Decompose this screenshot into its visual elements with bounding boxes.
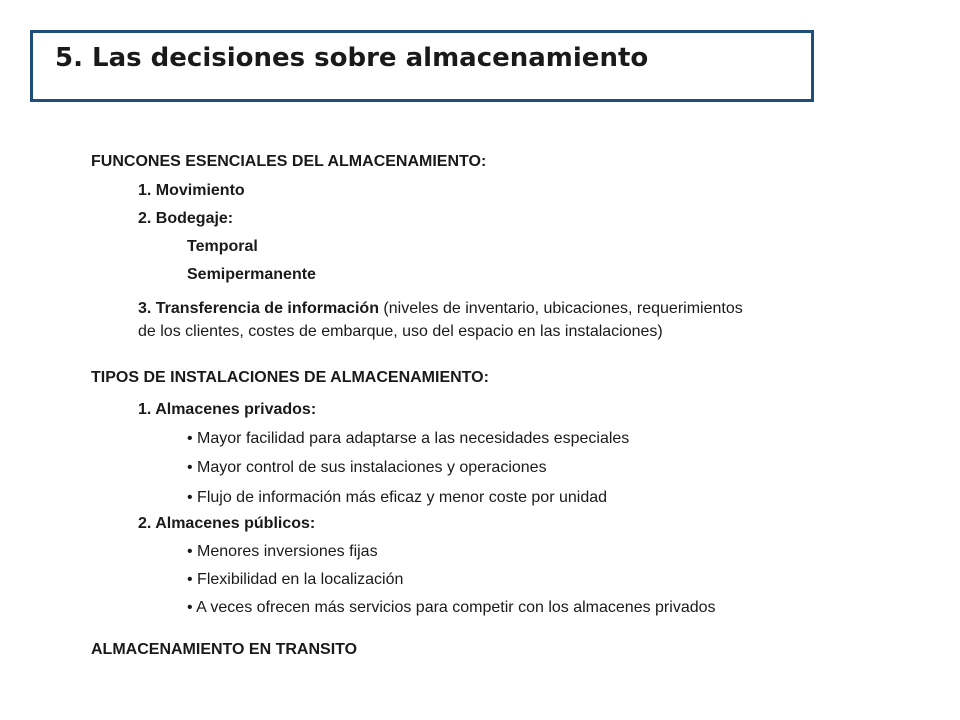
storage-sub-temporal: Temporal — [187, 238, 258, 255]
slide-title: 5. Las decisiones sobre almacenamiento — [55, 43, 649, 73]
function-item-storage: 2. Bodegaje: — [138, 210, 234, 227]
title-box — [30, 30, 814, 102]
public-bullet-1: • Menores inversiones fijas — [187, 543, 378, 560]
public-bullet-2: • Flexibilidad en la localización — [187, 571, 404, 588]
storage-sub-semipermanent: Semipermanente — [187, 266, 316, 283]
private-bullet-1: • Mayor facilidad para adaptarse a las necesidades especiales — [187, 430, 630, 447]
information-transfer-detail-line2: de los clientes, costes de embarque, uso del espacio en las instalaciones) — [138, 323, 663, 340]
information-transfer-detail: (niveles de inventario, ubicaciones, requerimientos — [378, 300, 743, 317]
private-bullet-2: • Mayor control de sus instalaciones y operaciones — [187, 459, 547, 476]
function-item-movement: 1. Movimiento — [138, 182, 245, 199]
information-transfer-label: 3. Transferencia de información — [138, 300, 379, 317]
section-heading-functions: FUNCONES ESENCIALES DEL ALMACENAMIENTO: — [91, 153, 487, 170]
private-warehouses-label: 1. Almacenes privados: — [138, 401, 317, 418]
public-bullet-3: • A veces ofrecen más servicios para competir con los almacenes privados — [187, 599, 716, 616]
function-item-information-transfer — [138, 299, 743, 319]
private-bullet-3: • Flujo de información más eficaz y menor coste por unidad — [187, 489, 608, 506]
public-warehouses-label: 2. Almacenes públicos: — [138, 515, 316, 532]
section-heading-transit-storage: ALMACENAMIENTO EN TRANSITO — [91, 641, 358, 658]
section-heading-facility-types: TIPOS DE INSTALACIONES DE ALMACENAMIENTO: — [91, 369, 489, 386]
